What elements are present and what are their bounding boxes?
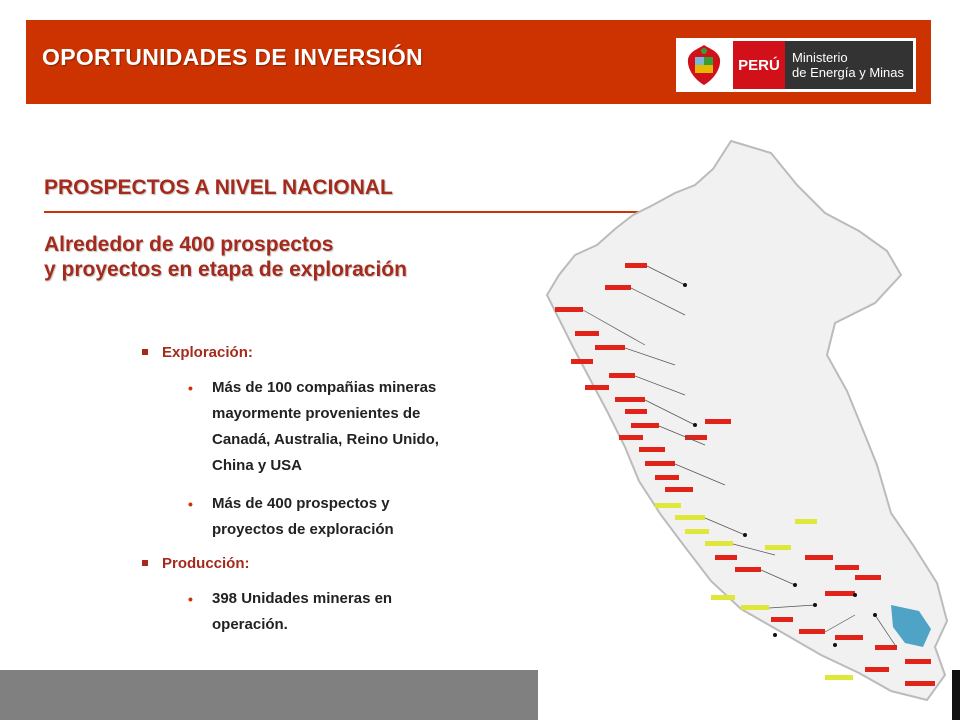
text-line: China y USA [212, 457, 303, 474]
dot-bullet-icon: • [188, 496, 193, 512]
text-line: proyectos de exploración [212, 521, 394, 538]
dot-bullet-icon: • [188, 380, 193, 396]
bullet-exploracion [140, 344, 490, 361]
bullet-list [140, 344, 490, 650]
footer-bar [0, 670, 538, 720]
text-line: mayormente provenientes de [212, 405, 421, 422]
square-bullet-icon [142, 349, 148, 355]
logo-ministry-label [785, 41, 913, 89]
ministry-logo [676, 38, 916, 92]
logo-peru-label: PERÚ [733, 41, 785, 89]
text-line: operación. [212, 616, 288, 633]
square-bullet-icon [142, 560, 148, 566]
logo-ministry-line2: de Energía y Minas [792, 65, 905, 80]
bullet-label: Producción: [162, 555, 250, 572]
bullet-label: Exploración: [162, 344, 253, 361]
sub-bullet-prospects [140, 491, 490, 543]
peru-outline [547, 141, 947, 700]
section-title: PROSPECTOS A NIVEL NACIONAL [44, 176, 393, 199]
subtitle-line-1: Alrededor de 400 prospectos [44, 233, 334, 256]
header-title: OPORTUNIDADES DE INVERSIÓN [42, 44, 423, 70]
peru-coat-of-arms-icon [680, 41, 728, 89]
bullet-produccion [140, 555, 490, 572]
text-line: Canadá, Australia, Reino Unido, [212, 431, 439, 448]
dot-bullet-icon: • [188, 591, 193, 607]
peru-map-icon [535, 135, 955, 710]
text-line: 398 Unidades mineras en [212, 590, 393, 607]
subtitle-line-2: y proyectos en etapa de exploración [44, 258, 407, 281]
logo-ministry-line1: Ministerio [792, 50, 848, 65]
text-line: Más de 400 prospectos y [212, 495, 390, 512]
sub-bullet-companies [140, 375, 490, 479]
section-subtitle [44, 232, 407, 282]
sub-bullet-units [140, 586, 490, 638]
text-line: Más de 100 compañias mineras [212, 379, 437, 396]
